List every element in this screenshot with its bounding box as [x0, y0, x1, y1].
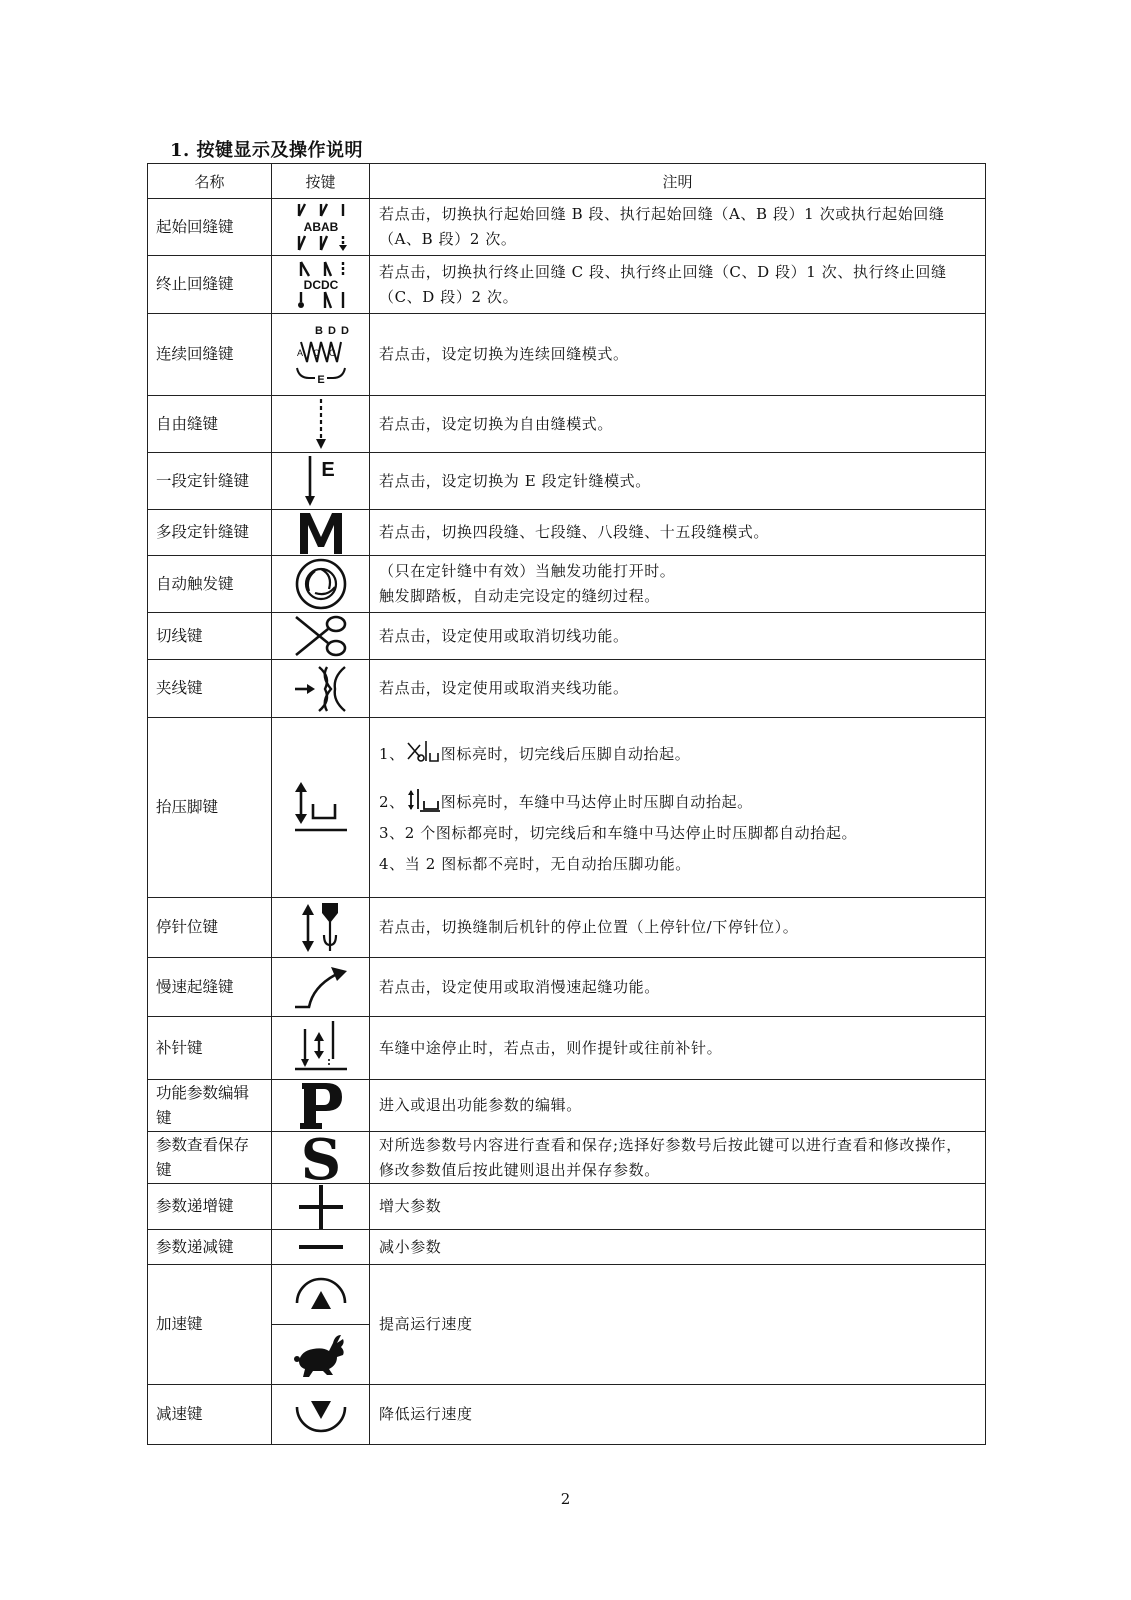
multi-segment-icon — [296, 511, 346, 555]
description-line: 若点击，切换四段缝、七段缝、八段缝、十五段缝模式。 — [379, 523, 770, 541]
table-row — [148, 1230, 986, 1265]
description-line: 触发脚踏板，自动走完设定的缝纫过程。 — [379, 587, 660, 605]
key-description — [370, 1265, 986, 1385]
svg-text:B: B — [314, 324, 323, 337]
key-name: 加速键 — [148, 1265, 272, 1385]
rabbit-icon — [293, 1331, 349, 1379]
key-name: 终止回缝键 — [148, 256, 272, 314]
key-table — [147, 163, 986, 1445]
key-icon-cell[interactable] — [272, 1184, 370, 1230]
key-description — [370, 556, 986, 613]
description-line: 减小参数 — [379, 1237, 442, 1256]
description-line: 若点击，设定使用或取消夹线功能。 — [379, 679, 629, 697]
key-icon-cell[interactable] — [272, 613, 370, 660]
key-name: 补针键 — [148, 1017, 272, 1080]
table-row — [148, 314, 986, 396]
table-row — [148, 1184, 986, 1230]
needle-compensate-icon — [291, 1019, 351, 1077]
key-icon-cell[interactable] — [272, 396, 370, 453]
plus-icon — [296, 1185, 346, 1229]
key-name: 减速键 — [148, 1385, 272, 1445]
key-description — [370, 1080, 986, 1132]
svg-text:E: E — [320, 459, 335, 481]
key-name: 夹线键 — [148, 660, 272, 718]
key-icon-cell[interactable] — [272, 1385, 370, 1445]
key-icon-cell[interactable] — [272, 958, 370, 1017]
table-row — [148, 613, 986, 660]
key-icon-cell[interactable] — [272, 1265, 370, 1385]
p-letter-icon — [296, 1081, 346, 1131]
key-description — [370, 613, 986, 660]
key-icon-cell[interactable] — [272, 718, 370, 898]
description-line: 降低运行速度 — [379, 1405, 473, 1423]
key-icon-cell[interactable] — [272, 1132, 370, 1184]
needle-stop-position-icon — [296, 901, 346, 955]
key-description — [370, 199, 986, 256]
svg-text:D: D — [340, 324, 349, 337]
header-notes: 注明 — [370, 164, 986, 199]
single-segment-icon — [296, 454, 346, 508]
description-line: 进入或退出功能参数的编辑。 — [379, 1096, 582, 1114]
key-description — [370, 314, 986, 396]
table-row — [148, 660, 986, 718]
description-line: 若点击，切换执行终止回缝 C 段、执行终止回缝（C、D 段）1 次、执行终止回缝（C、D 段）2 次。 — [379, 262, 947, 306]
key-description — [370, 958, 986, 1017]
description-line: （只在定针缝中有效）当触发功能打开时。 — [379, 562, 676, 580]
table-row — [148, 1265, 986, 1385]
key-icon-cell[interactable] — [272, 1017, 370, 1080]
key-icon-cell[interactable] — [272, 453, 370, 510]
key-icon-cell[interactable] — [272, 199, 370, 256]
key-description — [370, 1184, 986, 1230]
table-row — [148, 396, 986, 453]
description-line: 车缝中途停止时，若点击，则作提针或往前补针。 — [379, 1038, 723, 1057]
scissors-foot-icon — [406, 739, 440, 765]
table-row — [148, 199, 986, 256]
description-line: 若点击，设定使用或取消切线功能。 — [379, 626, 629, 645]
minus-icon — [296, 1240, 346, 1254]
key-name: 一段定针缝键 — [148, 453, 272, 510]
table-row — [148, 1385, 986, 1445]
start-backtack-icon — [291, 200, 351, 254]
speed-up-icon — [293, 1273, 349, 1317]
key-name: 停针位键 — [148, 898, 272, 958]
table-row — [148, 256, 986, 314]
key-icon-cell[interactable] — [272, 314, 370, 396]
key-description — [370, 396, 986, 453]
key-name: 自动触发键 — [148, 556, 272, 613]
rabbit-speed-button[interactable] — [272, 1325, 369, 1384]
section-heading: 1. 按键显示及操作说明 — [170, 140, 364, 161]
description-line: 若点击，设定切换为连续回缝模式。 — [379, 345, 629, 363]
needle-foot-icon — [406, 787, 440, 813]
description-line: 增大参数 — [379, 1197, 442, 1215]
key-name: 多段定针缝键 — [148, 510, 272, 556]
presser-foot-lift-icon — [291, 778, 351, 838]
key-name: 自由缝键 — [148, 396, 272, 453]
s-letter-icon — [299, 1133, 343, 1183]
soft-start-icon — [291, 963, 351, 1011]
key-description — [370, 1017, 986, 1080]
key-name: 功能参数编辑键 — [148, 1080, 272, 1132]
key-description — [370, 1230, 986, 1265]
table-row — [148, 958, 986, 1017]
description-line: 若点击，切换缝制后机针的停止位置（上停针位/下停针位）。 — [379, 918, 799, 936]
table-row — [148, 718, 986, 898]
key-icon-cell[interactable] — [272, 660, 370, 718]
table-row — [148, 1017, 986, 1080]
svg-text:ABAB: ABAB — [303, 220, 338, 234]
key-description — [370, 1385, 986, 1445]
key-description — [370, 510, 986, 556]
table-row — [148, 898, 986, 958]
key-name: 参数递增键 — [148, 1184, 272, 1230]
key-name: 慢速起缝键 — [148, 958, 272, 1017]
table-row — [148, 1080, 986, 1132]
auto-trigger-icon — [293, 557, 349, 611]
table-row — [148, 1132, 986, 1184]
speed-up-button[interactable] — [272, 1265, 369, 1325]
list-number: 2、 — [379, 792, 405, 811]
key-icon-cell[interactable] — [272, 898, 370, 958]
key-description — [370, 718, 986, 898]
table-row — [148, 556, 986, 613]
continuous-backtack-icon — [289, 322, 353, 388]
svg-text:C: C — [328, 347, 335, 358]
svg-text:DCDC: DCDC — [303, 277, 338, 292]
key-name: 连续回缝键 — [148, 314, 272, 396]
svg-text:A: A — [296, 347, 303, 358]
table-header-row — [148, 164, 986, 199]
key-description — [370, 660, 986, 718]
key-name: 参数递减键 — [148, 1230, 272, 1265]
header-key: 按键 — [272, 164, 370, 199]
key-icon-cell[interactable] — [272, 556, 370, 613]
thread-clamp-icon — [291, 663, 351, 715]
header-name: 名称 — [148, 164, 272, 199]
key-description — [370, 1132, 986, 1184]
key-description — [370, 898, 986, 958]
key-name: 切线键 — [148, 613, 272, 660]
key-icon-cell[interactable] — [272, 510, 370, 556]
key-description — [370, 256, 986, 314]
description-line: 若点击，设定使用或取消慢速起缝功能。 — [379, 977, 660, 996]
svg-text:E: E — [316, 373, 325, 386]
svg-text:D: D — [327, 324, 336, 337]
key-icon-cell[interactable] — [272, 1230, 370, 1265]
description-line: 若点击，切换执行起始回缝 B 段、执行起始回缝（A、B 段）1 次或执行起始回缝（A、B 段）2 次。 — [379, 205, 945, 248]
free-sewing-icon — [301, 397, 341, 451]
thread-trim-icon — [292, 613, 350, 659]
key-name: 参数查看保存键 — [148, 1132, 272, 1184]
key-icon-cell[interactable] — [272, 256, 370, 314]
description-line — [379, 739, 976, 767]
description-line: 3、2 个图标都亮时，切完线后和车缝中马达停止时压脚都自动抬起。 — [379, 823, 858, 842]
list-number: 1、 — [379, 744, 405, 763]
key-name: 起始回缝键 — [148, 199, 272, 256]
key-name: 抬压脚键 — [148, 718, 272, 898]
description-line — [379, 787, 976, 815]
description-line: 4、当 2 图标都不亮时，无自动抬压脚功能。 — [379, 854, 691, 873]
description-line: 提高运行速度 — [379, 1315, 473, 1333]
svg-text:C: C — [312, 347, 319, 358]
description-text: 图标亮时，车缝中马达停止时压脚自动抬起。 — [440, 792, 753, 811]
key-icon-cell[interactable] — [272, 1080, 370, 1132]
key-description — [370, 453, 986, 510]
description-line: 对所选参数号内容进行查看和保存;选择好参数号后按此键可以进行查看和修改操作，修改参数值后按此键则退出并保存参数。 — [379, 1135, 962, 1179]
description-text: 图标亮时，切完线后压脚自动抬起。 — [440, 744, 691, 763]
description-line: 若点击，设定切换为自由缝模式。 — [379, 414, 614, 433]
page-number: 2 — [560, 1490, 571, 1508]
end-backtack-icon — [291, 258, 351, 312]
description-line: 若点击，设定切换为 E 段定针缝模式。 — [379, 471, 651, 490]
table-row — [148, 510, 986, 556]
svg-text:S: S — [300, 1132, 341, 1183]
table-row — [148, 453, 986, 510]
speed-down-icon — [293, 1393, 349, 1437]
